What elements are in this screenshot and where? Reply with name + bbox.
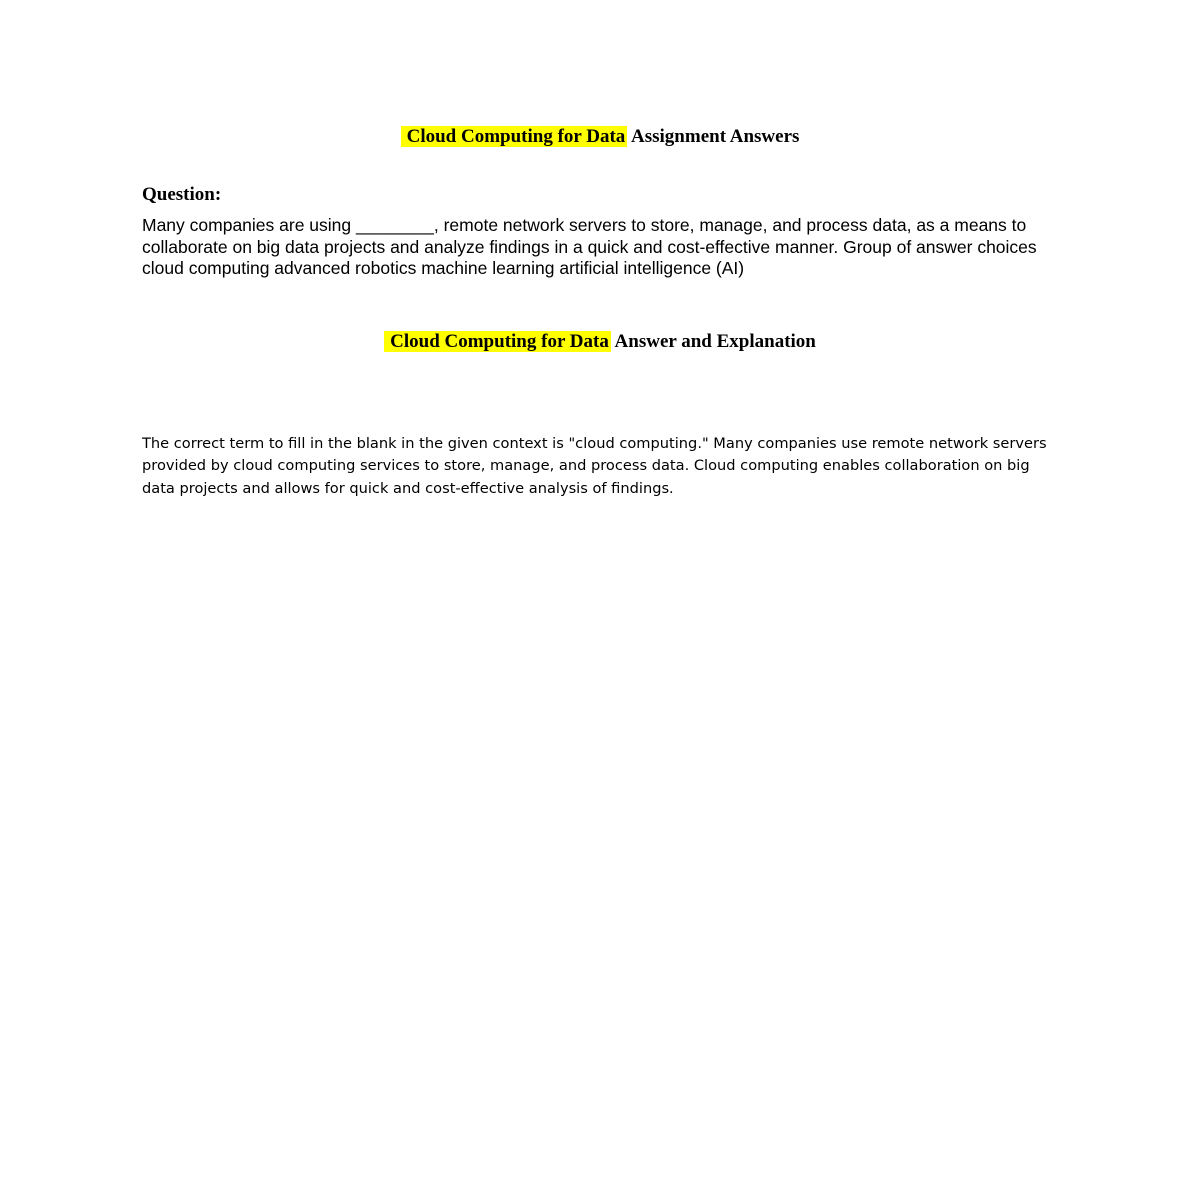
question-label: Question: [142,184,222,205]
document-title [0,126,1200,148]
title-rest: Assignment Answers [631,126,800,147]
answer-text: The correct term to fill in the blank in the given context is "cloud computing." Many companies use remote network servers provided by cloud computing services to store, manage, and process data. Cloud computing enables collaboration on big data projects and allows for quick and cost-effective analysis of findings. [142,435,1047,497]
answer-heading-rest: Answer and Explanation [614,331,816,352]
answer-heading [0,331,1200,353]
question-text: Many companies are using ________, remote network servers to store, manage, and process data, as a means to collaborate on big data projects and analyze findings in a quick and cost-effective manner. Group of answer choices cloud computing advanced robotics machine learning artificial intelligence (AI) [142,215,1037,278]
answer-heading-highlight: Cloud Computing for Data [384,331,611,352]
title-highlight: Cloud Computing for Data [401,126,628,147]
